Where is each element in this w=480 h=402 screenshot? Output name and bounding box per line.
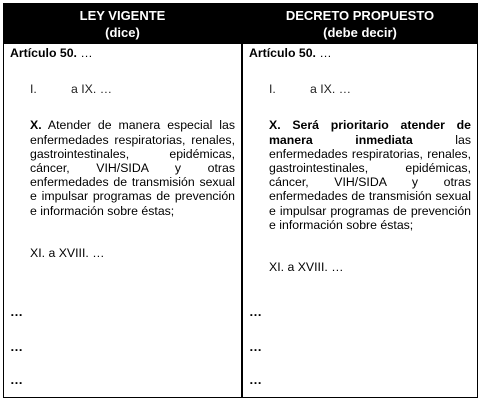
fraction-x-paragraph (249, 118, 471, 232)
ellipsis-row-3: … (10, 372, 23, 387)
range-start: I. (30, 82, 37, 97)
comparison-table (3, 3, 478, 398)
ellipsis-row-1: … (10, 304, 23, 319)
fraction-x-paragraph (10, 118, 235, 217)
range-end: a IX. … (310, 82, 352, 97)
fraction-range-tail: XI. a XVIII. … (30, 245, 105, 260)
article-suffix: … (315, 46, 332, 60)
fraction-text: Atender de manera especial las enfermedades respiratorias, renales, gastrointestinales, epidémicas, cáncer, VIH/SIDA y otras enfermedades de transmisión sexual e impulsar programas de prevención e información sobre éstas; (30, 118, 235, 218)
range-end: a IX. … (71, 82, 113, 97)
column-header-proposed-decree (243, 4, 477, 44)
article-label: Artículo 50. (10, 46, 77, 60)
article-heading (249, 46, 471, 60)
fraction-label: X. Será prioritario atender de manera inmediata (269, 118, 471, 147)
ellipsis-row-2: … (249, 339, 262, 354)
column-header-current-law (4, 4, 241, 44)
fraction-range-start (249, 82, 471, 96)
header-subtitle: (debe decir) (323, 25, 397, 40)
fraction-text: las enfermedades respiratorias, renales, gastrointestinales, epidémicas, cáncer, VIH/SIDA y otras enfermedades de transmisión sexual e impulsar programas de prevención e información sobre éstas; (269, 132, 471, 232)
range-start: I. (269, 82, 276, 97)
article-heading (10, 46, 235, 60)
ellipsis-row-2: … (10, 339, 23, 354)
header-subtitle: (dice) (105, 25, 140, 40)
ellipsis-row-3: … (249, 372, 262, 387)
fraction-range-tail: XI. a XVIII. … (269, 260, 344, 275)
column-proposed-decree (243, 4, 477, 397)
header-title: DECRETO PROPUESTO (285, 8, 435, 23)
article-suffix: … (76, 46, 93, 60)
header-title: LEY VIGENTE (79, 8, 166, 23)
fraction-range-start (10, 82, 235, 96)
column-body (243, 44, 477, 274)
article-label: Artículo 50. (249, 46, 316, 60)
ellipsis-row-1: … (249, 304, 262, 319)
column-body (4, 44, 241, 260)
column-current-law (4, 4, 243, 397)
fraction-label: X. (30, 118, 42, 133)
